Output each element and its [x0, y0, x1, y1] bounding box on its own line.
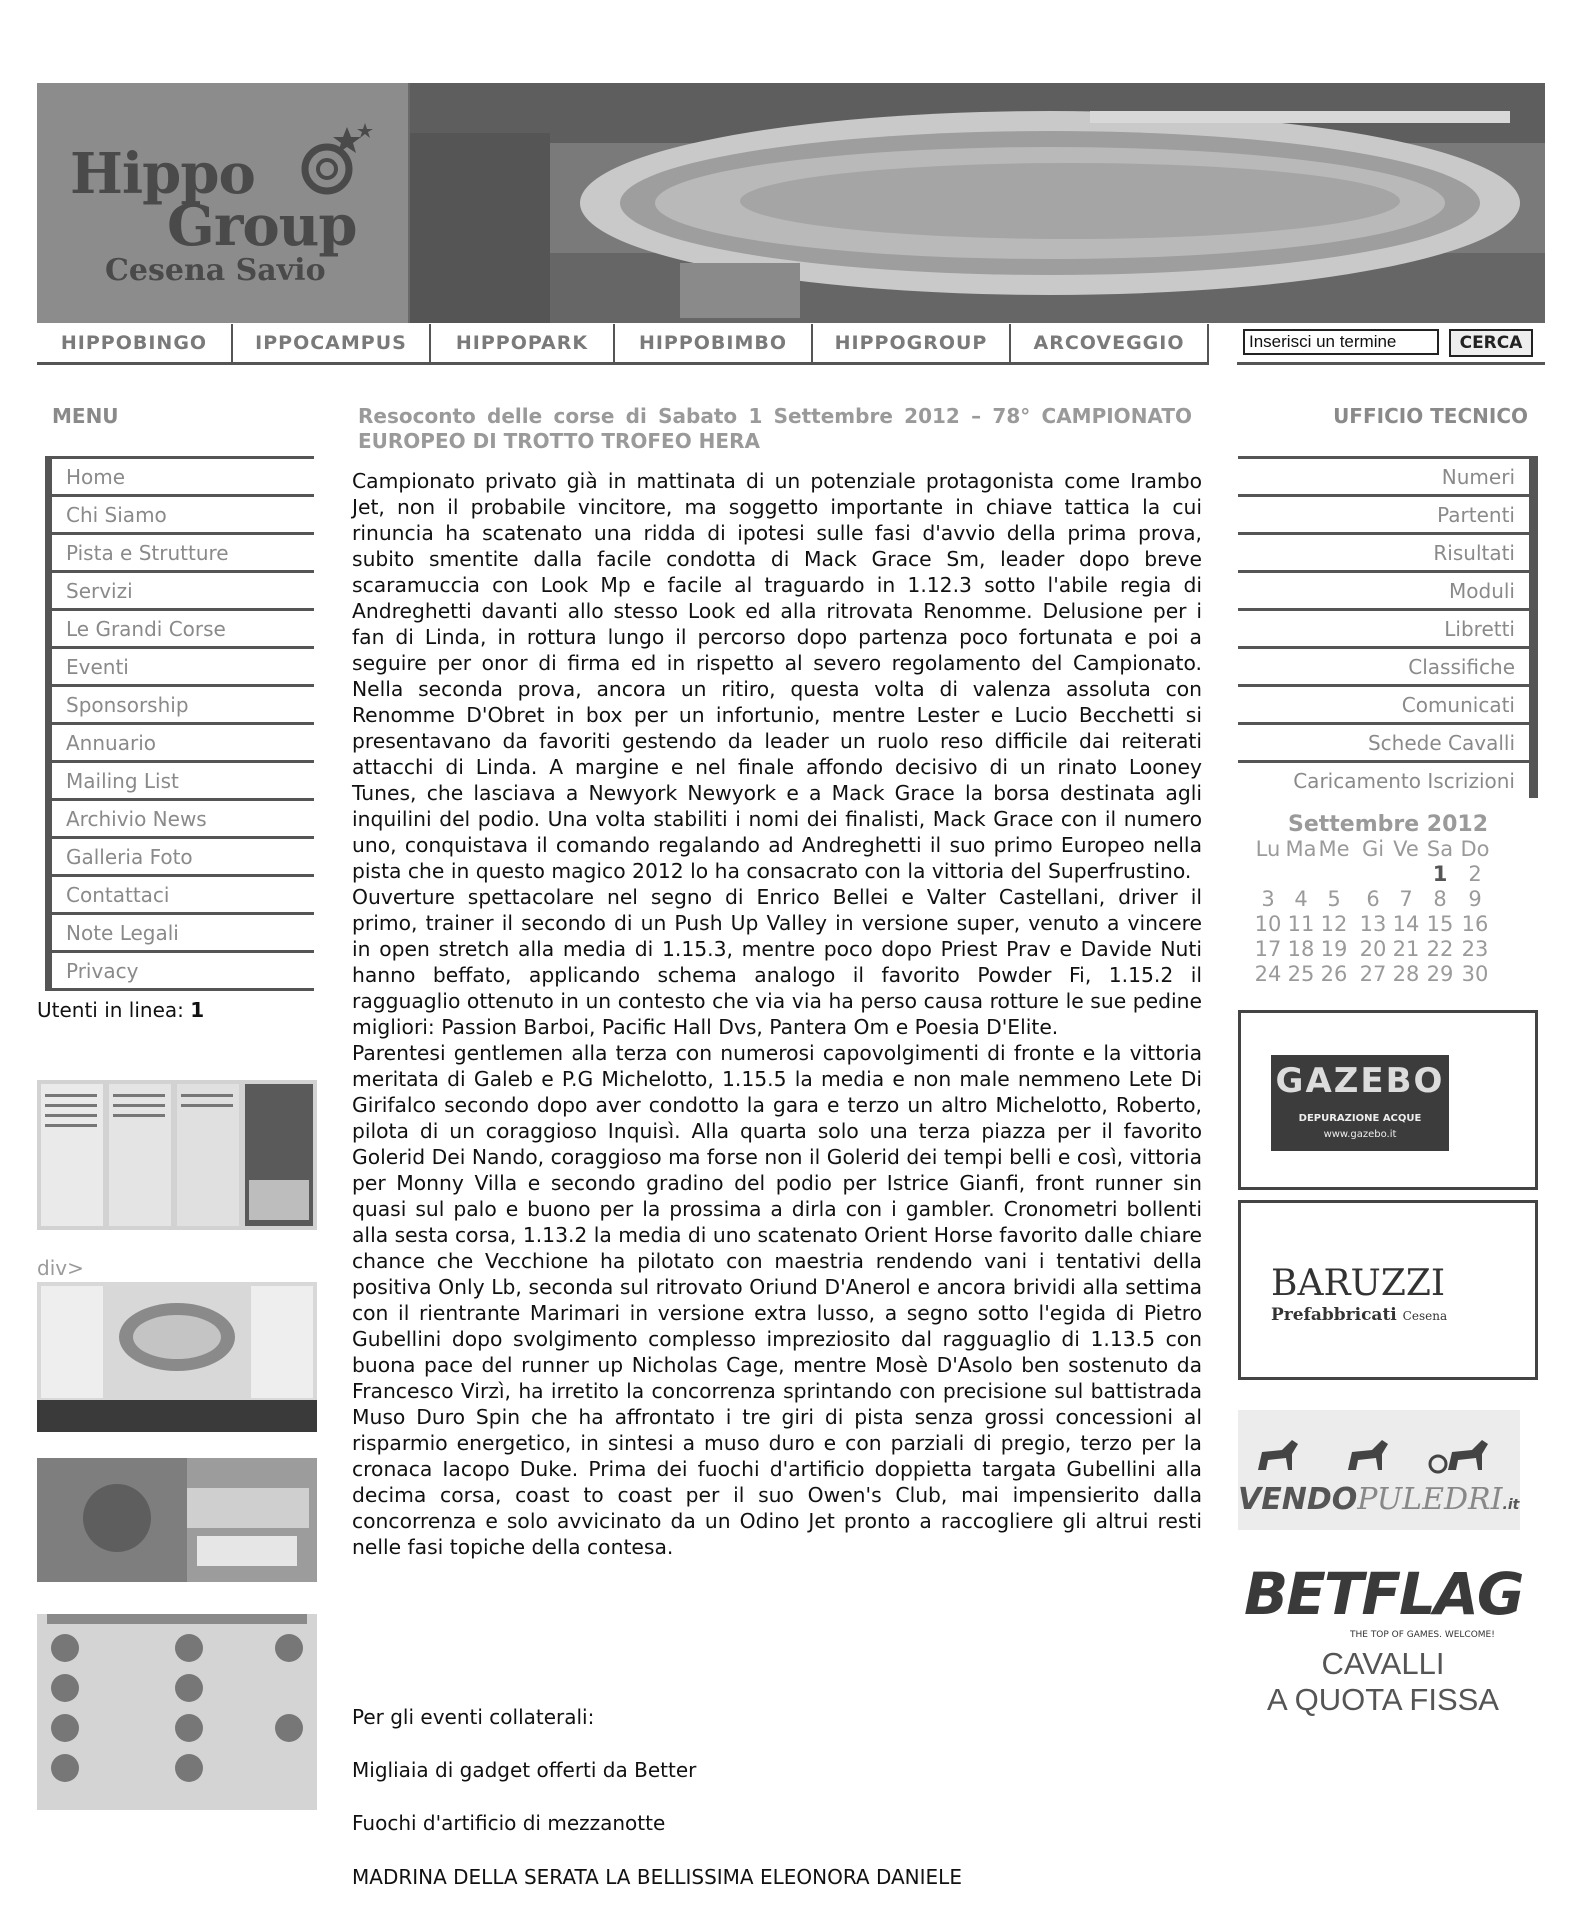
- baruzzi-ad-banner[interactable]: [1238, 1200, 1538, 1380]
- vendopuledri-vendo: VENDO: [1238, 1482, 1358, 1517]
- calendar-day[interactable]: 29: [1426, 962, 1454, 986]
- betflag-line-cavalli: CAVALLI: [1321, 1646, 1445, 1681]
- stray-markup-text: div>: [37, 1256, 84, 1280]
- vendopuledri-puledri: PULEDRI: [1357, 1482, 1503, 1517]
- menu-item-numeri[interactable]: Numeri: [1238, 456, 1538, 494]
- event-flyer-image[interactable]: [37, 1080, 317, 1230]
- calendar-day[interactable]: 23: [1461, 937, 1489, 961]
- left-menu: [45, 456, 314, 991]
- calendar-weekday: Gi: [1361, 837, 1385, 861]
- calendar-day[interactable]: 22: [1426, 937, 1454, 961]
- calendar-day[interactable]: 18: [1287, 937, 1315, 961]
- nav-hippobingo[interactable]: HIPPOBINGO: [37, 324, 233, 365]
- article-paragraph: Ouverture spettacolare nel segno di Enrico Bellei e Valter Castellani, driver il primo, trainer il secondo di un Push Up Valley in versione super, venuto a vincere in open stretch alla media di 1.15.3, mentre poco dopo Priest Prav e Davide Nuti hanno beffato, applicando schema analogo il favorito Powder Fi, 1.15.2 il ragguaglio ottenuto in un contesto che via via ha perso causa rotture le sue pedine migliori: Passion Barboi, Pacific Hall Dvs, Pantera Om e Poesia D'Elite.: [352, 885, 1202, 1039]
- menu-item-privacy[interactable]: Privacy: [45, 950, 314, 991]
- search-button[interactable]: CERCA: [1449, 329, 1533, 357]
- betflag-line-quota: A QUOTA FISSA: [1267, 1682, 1499, 1717]
- nav-ippocampus[interactable]: IPPOCAMPUS: [233, 324, 431, 365]
- article-body: [352, 468, 1202, 1560]
- logo-text-group: Group: [167, 193, 357, 259]
- calendar-weekday: Sa: [1426, 837, 1454, 861]
- nav-arcoveggio[interactable]: ARCOVEGGIO: [1011, 324, 1209, 365]
- online-users: [37, 998, 204, 1022]
- site-header: [37, 83, 1545, 323]
- hippogroup-logo[interactable]: [37, 83, 410, 323]
- calendar-weekday: Ve: [1393, 837, 1419, 861]
- baruzzi-city: Cesena: [1402, 1309, 1448, 1323]
- logo-subtitle: Cesena Savio: [105, 253, 326, 288]
- calendar-day[interactable]: 8: [1433, 887, 1447, 911]
- collateral-event-item: MADRINA DELLA SERATA LA BELLISSIMA ELEONORA DANIELE: [352, 1865, 962, 1889]
- collateral-event-item: Fuochi d'artificio di mezzanotte: [352, 1811, 666, 1835]
- ufficio-tecnico-title: UFFICIO TECNICO: [1333, 404, 1528, 428]
- calendar-weekday: Me: [1318, 837, 1350, 861]
- menu-item-schede-cavalli[interactable]: Schede Cavalli: [1238, 722, 1538, 760]
- horses-icon: [1248, 1430, 1518, 1476]
- calendar-day[interactable]: 15: [1426, 912, 1454, 936]
- vendopuledri-domain: .it: [1502, 1497, 1520, 1513]
- calendar-day[interactable]: 6: [1366, 887, 1380, 911]
- calendar-day[interactable]: 7: [1399, 887, 1413, 911]
- menu-item-classifiche[interactable]: Classifiche: [1238, 646, 1538, 684]
- calendar-day[interactable]: 4: [1294, 887, 1308, 911]
- betflag-flag: FLAG: [1361, 1560, 1523, 1628]
- menu-item-note-legali[interactable]: Note Legali: [45, 912, 314, 950]
- menu-item-mailing-list[interactable]: Mailing List: [45, 760, 314, 798]
- baruzzi-name: BARUZZI: [1271, 1263, 1446, 1304]
- nav-hippogroup[interactable]: HIPPOGROUP: [813, 324, 1011, 365]
- menu-item-home[interactable]: Home: [45, 456, 314, 494]
- menu-item-chi-siamo[interactable]: Chi Siamo: [45, 494, 314, 532]
- calendar-day[interactable]: 3: [1261, 887, 1275, 911]
- calendar-day[interactable]: 28: [1392, 962, 1420, 986]
- nav-hippopark[interactable]: HIPPOPARK: [431, 324, 615, 365]
- calendar-day[interactable]: 10: [1254, 912, 1282, 936]
- calendar-day[interactable]: 5: [1327, 887, 1341, 911]
- calendar-day[interactable]: 30: [1461, 962, 1489, 986]
- vendopuledri-ad-banner[interactable]: [1238, 1410, 1520, 1530]
- calendar-day[interactable]: 20: [1359, 937, 1387, 961]
- calendar-weekday: Ma: [1285, 837, 1317, 861]
- racetrack-aerial-photo: [410, 83, 1545, 323]
- superfrustino-flyer-image[interactable]: [37, 1458, 317, 1582]
- calendar-day[interactable]: 25: [1287, 962, 1315, 986]
- calendar-month-title: Settembre 2012: [1287, 812, 1489, 837]
- menu-item-sponsorship[interactable]: Sponsorship: [45, 684, 314, 722]
- program-flyer-image[interactable]: [37, 1282, 317, 1432]
- article-title: Resoconto delle corse di Sabato 1 Settembre 2012 – 78° CAMPIONATO EUROPEO DI TROTTO TROFEO HERA: [358, 404, 1192, 453]
- menu-item-risultati[interactable]: Risultati: [1238, 532, 1538, 570]
- menu-item-archivio-news[interactable]: Archivio News: [45, 798, 314, 836]
- gazebo-tagline: DEPURAZIONE ACQUE: [1298, 1113, 1422, 1124]
- gazebo-logo: [1271, 1055, 1449, 1151]
- betflag-ad-banner[interactable]: [1238, 1560, 1528, 1720]
- menu-item-grandi-corse[interactable]: Le Grandi Corse: [45, 608, 314, 646]
- calendar-day-today[interactable]: 1: [1432, 862, 1448, 886]
- calendar-day[interactable]: 17: [1254, 937, 1282, 961]
- drivers-flyer-image[interactable]: [37, 1614, 317, 1810]
- calendar-day[interactable]: 27: [1359, 962, 1387, 986]
- betflag-tagline: THE TOP OF GAMES. WELCOME!: [1350, 1630, 1495, 1640]
- gazebo-ad-banner[interactable]: [1238, 1010, 1538, 1190]
- calendar-day[interactable]: 13: [1359, 912, 1387, 936]
- menu-item-galleria-foto[interactable]: Galleria Foto: [45, 836, 314, 874]
- menu-item-comunicati[interactable]: Comunicati: [1238, 684, 1538, 722]
- search-input[interactable]: [1243, 329, 1439, 355]
- calendar-day[interactable]: 21: [1392, 937, 1420, 961]
- menu-item-libretti[interactable]: Libretti: [1238, 608, 1538, 646]
- horseshoe-logo-icon: [289, 121, 375, 207]
- logo-text-hippo: Hippo: [70, 141, 255, 207]
- right-menu: [1238, 456, 1538, 798]
- article-paragraph: Campionato privato già in mattinata di un potenziale protagonista come Irambo Jet, non il probabile vincitore, ma soggetto importante in chiave tattica la cui rinuncia ha scatenato una ridda di ipotesi sulle fasi d'avvio della prima prova, subito smentite dalla facile condotta di Mack Grace Sm, leader dopo breve scaramuccia con Look Mp e facile al traguardo in 1.12.3 sotto l'abile regia di Andreghetti davanti allo stesso Look ed alla ritrovata Renomme. Delusione per i fan di Linda, in rottura lungo il percorso dopo partenza poco fortunata e poi a seguire per onor di firma ed in rispetto al severo regolamento del Campionato. Nella seconda prova, ancora un ritiro, questa volta di valenza assoluta con Renomme D'Obret in box per un infortunio, mentre Lester e Lucio Becchetti si presentavano da favoriti gestendo da leader un ruolo reso difficile dai reiterati attacchi di Linda. A margine e nel finale affondo decisivo di un rinato Looney Tunes, che lasciava a Newyork Newyork e a Mack Grace la borsa destinata agli inquilini del podio. Una volta stabiliti i nomi dei finalisti, Mack Grace con il numero uno, conquistava il comando regalando ad Andreghetti il suo primo Europeo nella pista che in questo magico 2012 lo ha consacrato con la vittoria del Superfrustino.: [352, 469, 1202, 883]
- menu-item-servizi[interactable]: Servizi: [45, 570, 314, 608]
- baruzzi-subtitle: [1271, 1305, 1447, 1325]
- calendar-weekday: Lu: [1255, 837, 1281, 861]
- baruzzi-prefabbricati: Prefabbricati: [1271, 1305, 1397, 1325]
- search-box: [1237, 324, 1545, 365]
- menu-item-pista-strutture[interactable]: Pista e Strutture: [45, 532, 314, 570]
- menu-item-caricamento-iscrizioni[interactable]: Caricamento Iscrizioni: [1238, 760, 1538, 798]
- calendar-day[interactable]: 14: [1392, 912, 1420, 936]
- menu-item-partenti[interactable]: Partenti: [1238, 494, 1538, 532]
- menu-item-eventi[interactable]: Eventi: [45, 646, 314, 684]
- calendar-day[interactable]: 11: [1287, 912, 1315, 936]
- vendopuledri-logo: [1238, 1482, 1519, 1517]
- collateral-events-intro: Per gli eventi collaterali:: [352, 1705, 595, 1729]
- gazebo-url: www.gazebo.it: [1323, 1129, 1397, 1140]
- calendar: [1248, 837, 1548, 987]
- menu-item-contattaci[interactable]: Contattaci: [45, 874, 314, 912]
- menu-item-annuario[interactable]: Annuario: [45, 722, 314, 760]
- calendar-day[interactable]: 19: [1320, 937, 1348, 961]
- calendar-day[interactable]: 24: [1254, 962, 1282, 986]
- betflag-logo: [1244, 1560, 1522, 1628]
- gazebo-name: GAZEBO: [1275, 1061, 1445, 1101]
- calendar-day[interactable]: 16: [1461, 912, 1489, 936]
- article-paragraph: Parentesi gentlemen alla terza con numerosi capovolgimenti di fronte e la vittoria meritata di Galeb e P.G Michelotto, 1.15.5 la media e non male nemmeno Lete Di Girifalco secondo dopo aver condotto la gara e terzo un altro Michelotto, Roberto, pilota di un coraggioso Inquisì. Alla quarta solo una terza piazza per il favorito Golerid Dei Nando, coraggioso ma forse non il Golerid dei tempi belli e così, vittoria per Monny Villa e secondo gradino del podio per Istrice Gianfi, front runner sin quasi sul palo e buono per la prossima a dirla con i gambler. Cronometri bollenti alla sesta corsa, 1.13.2 la media di uno scatenato Orient Horse favorito dalle chiare chance che Vecchione ha pilotato con maestria rendendo vani i tentativi della positiva Only Lb, seconda sul ritrovato Oriund D'Anerol e ancora brividi alla settima con il rientrante Marimari in versione extra lusso, a segno sotto l'egida di Pietro Gubellini dopo svolgimento complesso impreziosito dal ragguaglio di 1.13.5 con buona pace del runner up Nicholas Cage, mentre Mosè D'Asolo ben sostenuto da Francesco Virzì, ha irretito la concorrenza sprintando con precisione sul battistrada Muso Duro Spin che ha affrontato i tre giri di pista senza grossi concessioni al risparmio energetico, in sintesi a muso duro e con parziali di pregio, terzo per la cronaca Iacopo Duke. Prima dei fuochi d'artificio doppietta targata Gubellini alla decima corsa, coast to coast per il suo Owen's Club, mai impensierito dalla concorrenza e solo avvicinato da un Odino Jet pronto a raccogliere gli altrui resti nelle fasi topiche della contesa.: [352, 1041, 1202, 1559]
- collateral-event-item: Migliaia di gadget offerti da Better: [352, 1758, 697, 1782]
- menu-title: MENU: [52, 404, 119, 428]
- online-users-count: 1: [190, 998, 205, 1022]
- top-navigation: [37, 324, 1545, 366]
- calendar-day[interactable]: 12: [1320, 912, 1348, 936]
- nav-hippobimbo[interactable]: HIPPOBIMBO: [615, 324, 813, 365]
- calendar-day[interactable]: 2: [1468, 862, 1482, 886]
- online-users-label: Utenti in linea:: [37, 998, 184, 1022]
- calendar-weekday: Do: [1460, 837, 1490, 861]
- menu-item-moduli[interactable]: Moduli: [1238, 570, 1538, 608]
- betflag-bet: BET: [1244, 1560, 1362, 1628]
- calendar-day[interactable]: 26: [1320, 962, 1348, 986]
- calendar-day[interactable]: 9: [1468, 887, 1482, 911]
